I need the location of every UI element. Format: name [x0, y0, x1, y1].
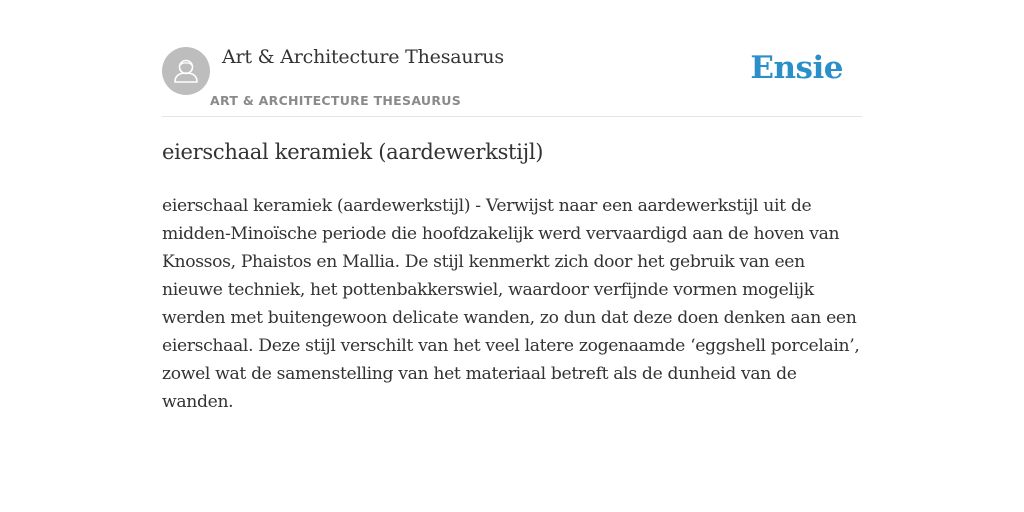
avatar[interactable]: [162, 47, 210, 95]
entry-card: [162, 0, 862, 412]
entry-definition: eierschaal keramiek (aardewerkstijl) - Verwijst naar een aardewerkstijl uit de midden-Minoïsche periode die hoofdzakelijk werd vervaardigd aan de hoven van Knossos, Phaistos en Mallia. De stijl kenmerkt zich door het gebruik van een nieuwe techniek, het pottenbakkerswiel, waardoor verfijnde vormen mogelijk werden met buitengewoon delicate wanden, zo dun dat deze doen denken aan een eierschaal. Deze stijl verschilt van het veel latere zogenaamde ‘eggshell porcelain’, zowel wat de samenstelling van het materiaal betreft als de dunheid van de wanden.: [162, 196, 860, 412]
source-subtitle: ART & ARCHITECTURE THESAURUS: [210, 93, 462, 108]
entry-header: [162, 0, 862, 117]
source-title-link[interactable]: Art & Architecture Thesaurus: [222, 46, 504, 68]
ensie-logo[interactable]: Ensie: [750, 50, 843, 86]
user-silhouette-icon: [162, 47, 210, 95]
entry-title: eierschaal keramiek (aardewerkstijl): [162, 140, 544, 164]
